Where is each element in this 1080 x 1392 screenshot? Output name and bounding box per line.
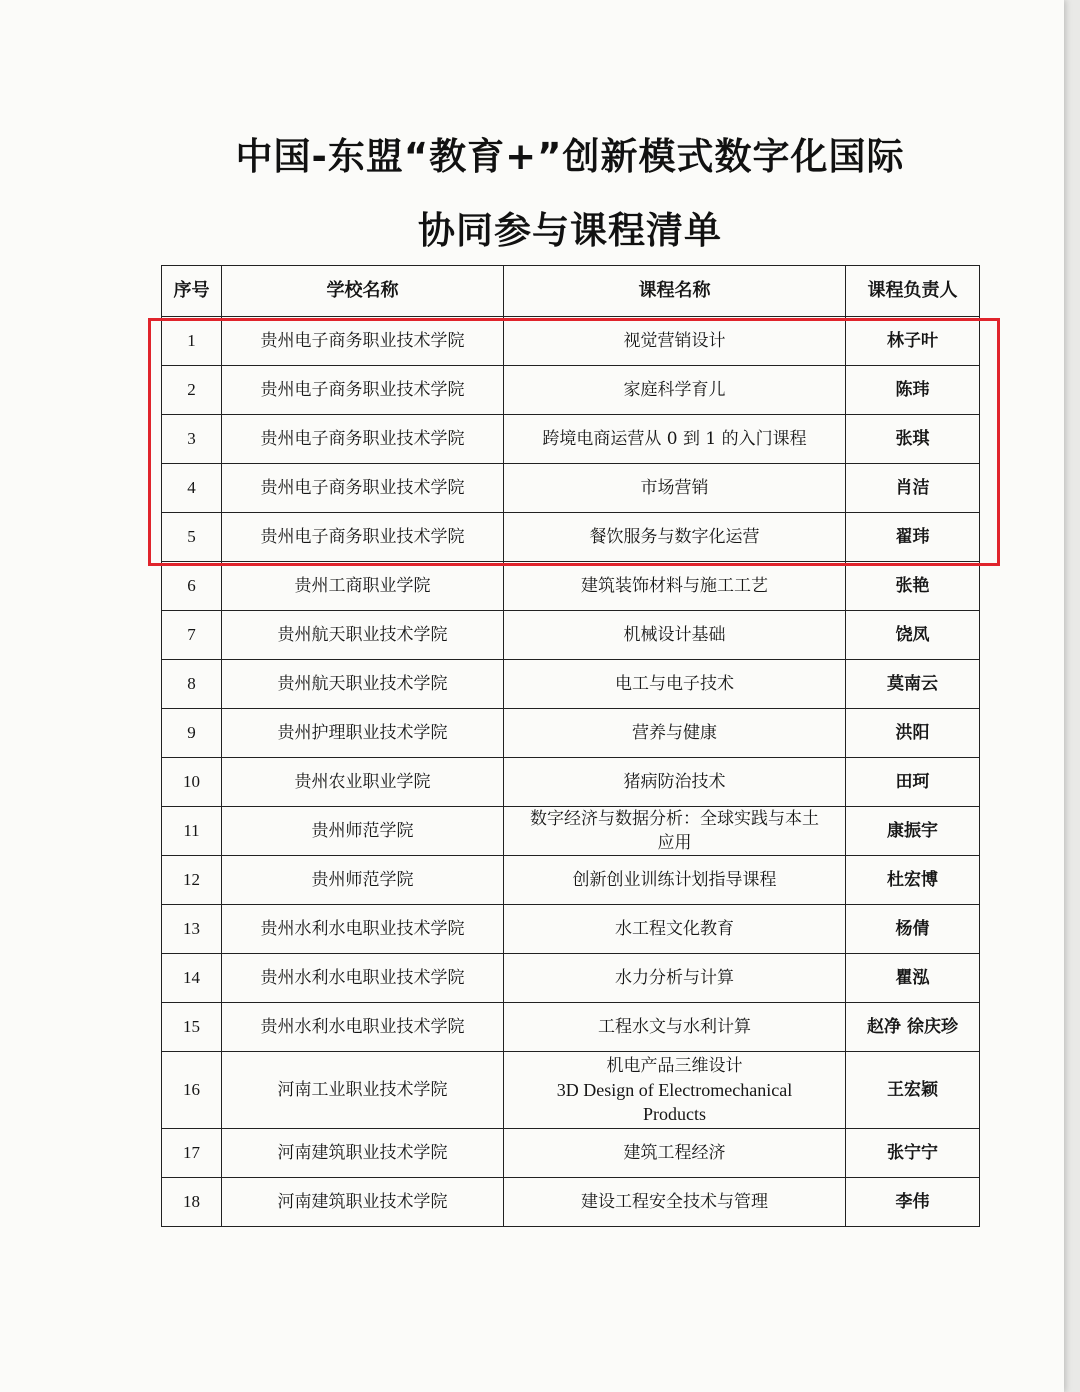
row-index: 3 [162, 415, 222, 464]
course-name-line: 工程水文与水利计算 [598, 1017, 751, 1037]
row-course [504, 1178, 846, 1227]
row-person: 莫南云 [846, 660, 980, 709]
row-person: 李伟 [846, 1178, 980, 1227]
table-row [162, 1178, 980, 1227]
row-school: 贵州水利水电职业技术学院 [222, 1003, 504, 1052]
row-person: 赵净 徐庆珍 [846, 1003, 980, 1052]
row-course [504, 905, 846, 954]
row-person: 杨倩 [846, 905, 980, 954]
row-course [504, 954, 846, 1003]
row-index: 13 [162, 905, 222, 954]
row-index: 6 [162, 562, 222, 611]
row-person: 洪阳 [846, 709, 980, 758]
row-person: 陈玮 [846, 366, 980, 415]
row-person: 林子叶 [846, 317, 980, 366]
table-row [162, 807, 980, 856]
row-school: 贵州师范学院 [222, 856, 504, 905]
course-name-line: 视觉营销设计 [623, 331, 726, 351]
row-index: 1 [162, 317, 222, 366]
row-school: 贵州航天职业技术学院 [222, 660, 504, 709]
course-name-line: 水力分析与计算 [615, 968, 734, 988]
course-name-line: 营养与健康 [632, 723, 717, 743]
header-course: 课程名称 [504, 266, 846, 317]
table-row [162, 513, 980, 562]
course-name-line: 建筑装饰材料与施工工艺 [581, 576, 768, 596]
row-person: 王宏颖 [846, 1052, 980, 1129]
header-school: 学校名称 [222, 266, 504, 317]
course-name-line: 猪病防治技术 [623, 772, 726, 792]
course-name-line: 3D Design of Electromechanical [556, 1080, 793, 1100]
document-title-line-1: 中国-东盟“教育+”创新模式数字化国际 [235, 135, 905, 178]
row-person: 杜宏博 [846, 856, 980, 905]
row-school: 贵州水利水电职业技术学院 [222, 905, 504, 954]
row-course [504, 1129, 846, 1178]
row-index: 16 [162, 1052, 222, 1129]
row-person: 瞿泓 [846, 954, 980, 1003]
row-index: 8 [162, 660, 222, 709]
row-person: 肖洁 [846, 464, 980, 513]
table-row [162, 660, 980, 709]
row-index: 4 [162, 464, 222, 513]
table-row [162, 1129, 980, 1178]
row-course [504, 562, 846, 611]
row-course [504, 611, 846, 660]
row-index: 2 [162, 366, 222, 415]
table-row [162, 954, 980, 1003]
row-index: 15 [162, 1003, 222, 1052]
course-name-line: 机械设计基础 [623, 625, 726, 645]
row-course [504, 807, 846, 856]
row-school: 贵州工商职业学院 [222, 562, 504, 611]
course-name-line: 建设工程安全技术与管理 [581, 1192, 768, 1212]
course-name-line: 跨境电商运营从 0 到 1 的入门课程 [542, 429, 807, 449]
table-header-row [162, 266, 980, 317]
table-row [162, 464, 980, 513]
row-course [504, 660, 846, 709]
row-school: 贵州师范学院 [222, 807, 504, 856]
row-person: 康振宇 [846, 807, 980, 856]
row-index: 7 [162, 611, 222, 660]
course-name-line: 家庭科学育儿 [623, 380, 726, 400]
document-title-line-2: 协同参与课程清单 [418, 209, 722, 252]
row-course [504, 1003, 846, 1052]
row-school: 贵州水利水电职业技术学院 [222, 954, 504, 1003]
row-index: 12 [162, 856, 222, 905]
course-name-line: Products [643, 1104, 706, 1124]
row-school: 贵州航天职业技术学院 [222, 611, 504, 660]
row-school: 贵州电子商务职业技术学院 [222, 366, 504, 415]
row-school: 河南建筑职业技术学院 [222, 1178, 504, 1227]
table-row [162, 1052, 980, 1129]
row-person: 田珂 [846, 758, 980, 807]
row-index: 17 [162, 1129, 222, 1178]
row-course [504, 709, 846, 758]
row-school: 贵州电子商务职业技术学院 [222, 415, 504, 464]
row-school: 贵州农业职业学院 [222, 758, 504, 807]
row-school: 贵州电子商务职业技术学院 [222, 513, 504, 562]
table-row [162, 415, 980, 464]
course-name-line: 创新创业训练计划指导课程 [572, 870, 777, 890]
row-school: 贵州电子商务职业技术学院 [222, 317, 504, 366]
row-index: 9 [162, 709, 222, 758]
row-school: 河南建筑职业技术学院 [222, 1129, 504, 1178]
header-index: 序号 [162, 266, 222, 317]
row-index: 18 [162, 1178, 222, 1227]
course-list-table [161, 265, 980, 1227]
row-person: 翟玮 [846, 513, 980, 562]
table-row [162, 905, 980, 954]
course-name-line: 机电产品三维设计 [606, 1056, 743, 1076]
row-course [504, 415, 846, 464]
row-course [504, 513, 846, 562]
table-row [162, 1003, 980, 1052]
course-name-line: 应用 [657, 833, 692, 853]
table-row [162, 758, 980, 807]
row-index: 14 [162, 954, 222, 1003]
course-name-line: 数字经济与数据分析：全球实践与本土 [530, 809, 819, 829]
course-name-line: 水工程文化教育 [615, 919, 734, 939]
row-course [504, 1052, 846, 1129]
row-school: 贵州护理职业技术学院 [222, 709, 504, 758]
row-person: 张琪 [846, 415, 980, 464]
course-name-line: 市场营销 [640, 478, 709, 498]
table-row [162, 709, 980, 758]
row-person: 张艳 [846, 562, 980, 611]
course-name-line: 餐饮服务与数字化运营 [589, 527, 760, 547]
row-person: 张宁宁 [846, 1129, 980, 1178]
table-row [162, 562, 980, 611]
table-body [162, 317, 980, 1227]
row-course [504, 856, 846, 905]
course-name-line: 建筑工程经济 [623, 1143, 726, 1163]
row-school: 河南工业职业技术学院 [222, 1052, 504, 1129]
row-index: 10 [162, 758, 222, 807]
table-row [162, 317, 980, 366]
row-school: 贵州电子商务职业技术学院 [222, 464, 504, 513]
row-person: 饶凤 [846, 611, 980, 660]
row-course [504, 366, 846, 415]
table-row [162, 856, 980, 905]
header-person: 课程负责人 [846, 266, 980, 317]
row-course [504, 464, 846, 513]
table-row [162, 611, 980, 660]
row-index: 11 [162, 807, 222, 856]
row-index: 5 [162, 513, 222, 562]
row-course [504, 317, 846, 366]
row-course [504, 758, 846, 807]
table-row [162, 366, 980, 415]
course-name-line: 电工与电子技术 [615, 674, 734, 694]
